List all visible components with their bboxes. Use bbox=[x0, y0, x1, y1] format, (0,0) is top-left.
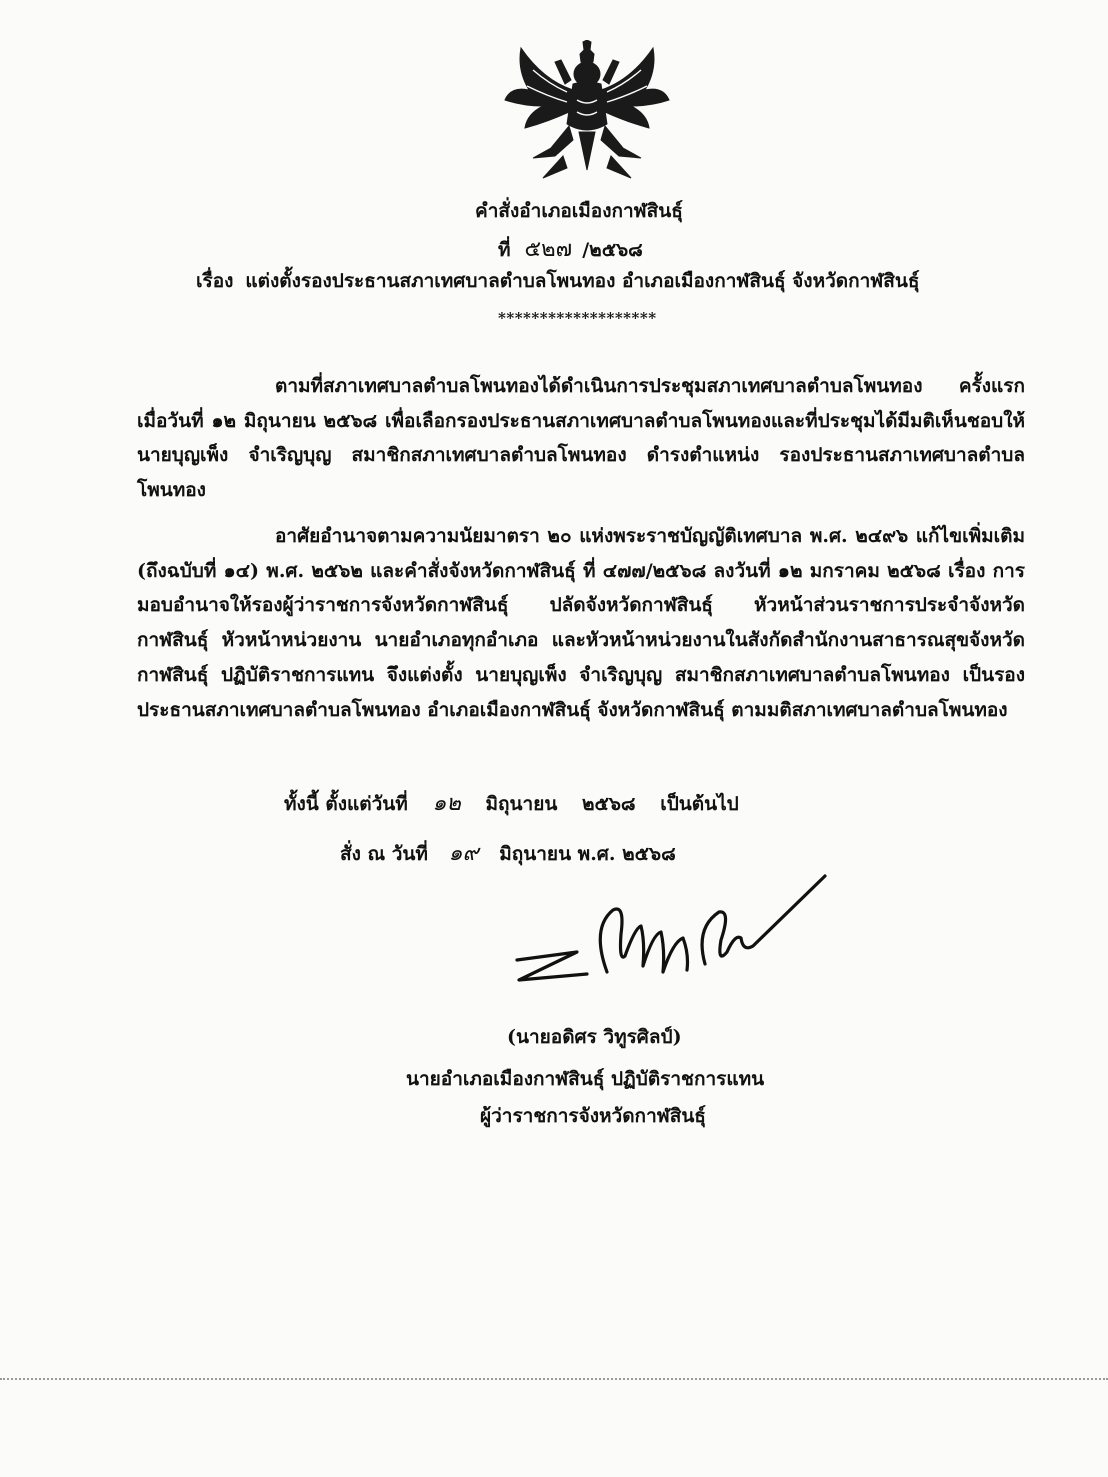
page-divider bbox=[0, 1378, 1108, 1380]
subject-label: เรื่อง bbox=[196, 270, 234, 292]
ordered-date bbox=[340, 835, 676, 870]
effective-year: ๒๕๖๘ bbox=[581, 793, 636, 815]
effective-prefix: ทั้งนี้ ตั้งแต่วันที่ bbox=[284, 793, 408, 815]
order-subject bbox=[196, 266, 919, 296]
order-number-prefix: ที่ bbox=[498, 239, 511, 261]
paragraph-background: ตามที่สภาเทศบาลตำบลโพนทองได้ดำเนินการประชุมสภาเทศบาลตำบลโพนทอง ครั้งแรก เมื่อวันที่ ๑๒ มิถุนายน ๒๕๖๘ เพื่อเลือกรองประธานสภาเทศบาลตำบลโพนทองและที่ประชุมได้มีมติเห็นชอบให้ นายบุญเพ็ง จำเริญบุญ สมาชิกสภาเทศบาลตำบลโพนทอง ดำรงตำแหน่ง รองประธานสภาเทศบาลตำบลโพนทอง bbox=[137, 375, 1025, 502]
handwritten-signature bbox=[495, 868, 835, 998]
order-number-suffix: /๒๕๖๘ bbox=[582, 239, 643, 261]
order-title: คำสั่งอำเภอเมืองกาฬสินธุ์ bbox=[475, 200, 683, 222]
ordered-prefix: สั่ง ณ วันที่ bbox=[340, 843, 428, 865]
effective-suffix: เป็นต้นไป bbox=[660, 793, 739, 815]
paragraph-authority: อาศัยอำนาจตามความนัยมาตรา ๒๐ แห่งพระราชบัญญัติเทศบาล พ.ศ. ๒๔๙๖ แก้ไขเพิ่มเติม (ถึงฉบับที่ ๑๔) พ.ศ. ๒๕๖๒ และคำสั่งจังหวัดกาฬสินธุ์ ที่ ๔๗๗/๒๕๖๘ ลงวันที่ ๑๒ มกราคม ๒๕๖๘ เรื่อง การมอบอำนาจให้รองผู้ว่าราชการจังหวัดกาฬสินธุ์ ปลัดจังหวัดกาฬสินธุ์ หัวหน้าส่วนราชการประจำจังหวัดกาฬสินธุ์ หัวหน้าหน่วยงาน นายอำเภอทุกอำเภอ และหัวหน้าหน่วยงานในสังกัดสำนักงานสาธารณสุขจังหวัดกาฬสินธุ์ ปฏิบัติราชการแทน จึงแต่งตั้ง นายบุญเพ็ง จำเริญบุญ สมาชิกสภาเทศบาลตำบลโพนทอง เป็นรองประธานสภาเทศบาลตำบลโพนทอง อำเภอเมืองกาฬสินธุ์ จังหวัดกาฬสินธุ์ ตามมติสภาเทศบาลตำบลโพนทอง bbox=[137, 525, 1025, 721]
ordered-month-year: มิถุนายน พ.ศ. ๒๕๖๘ bbox=[499, 843, 676, 865]
subject-text: แต่งตั้งรองประธานสภาเทศบาลตำบลโพนทอง อำเภอเมืองกาฬสินธุ์ จังหวัดกาฬสินธุ์ bbox=[245, 270, 920, 292]
signer-title: นายอำเภอเมืองกาฬสินธุ์ ปฏิบัติราชการแทน bbox=[406, 1068, 765, 1090]
order-number-handwritten: ๕๒๗ bbox=[524, 237, 573, 262]
effective-date bbox=[284, 785, 739, 820]
garuda-emblem-icon bbox=[503, 40, 671, 180]
order-number bbox=[498, 231, 643, 266]
effective-day: ๑๒ bbox=[432, 791, 461, 816]
effective-month: มิถุนายน bbox=[485, 793, 558, 815]
separator-stars: ******************* bbox=[498, 309, 657, 327]
signer-name: (นายอดิศร วิทูรศิลป์) bbox=[507, 1026, 682, 1048]
signer-acting-for: ผู้ว่าราชการจังหวัดกาฬสินธุ์ bbox=[480, 1105, 706, 1127]
ordered-day: ๑๙ bbox=[448, 841, 479, 866]
